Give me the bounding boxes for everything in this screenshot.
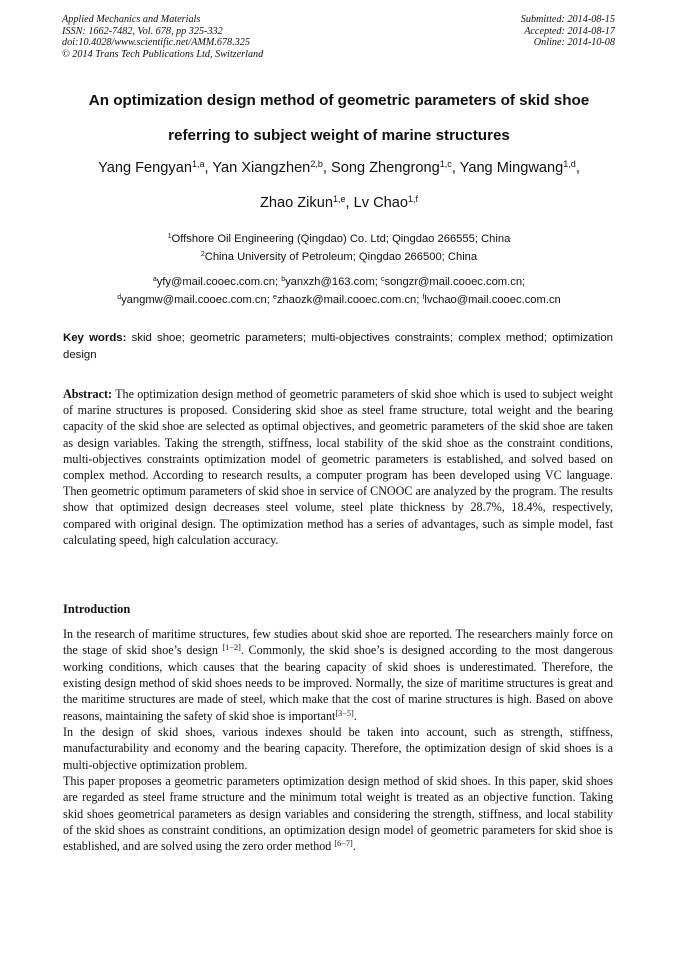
paragraph [63,773,613,855]
abstract-label: Abstract: [63,387,113,401]
email-link[interactable]: lvchao@mail.cooec.com.cn [424,294,561,306]
paragraph-text: . Commonly, the skid shoe’s is designed according to the most dangerous working conditions, which causes that the bearing capacity of skid shoes is underestimated. Therefore, the existing design method of skid shoes needs to be improved. Normally, the size of maritime structures is great and the maritime structures are made of steel, which make that the cost of marine structures is high. Based on above reasons, maintaining the safety of skid shoe is important [63,643,613,723]
section-heading-introduction: Introduction [63,602,131,616]
keywords-text: skid shoe; geometric parameters; multi-objectives constraints; complex method; optimization design [63,332,613,361]
email-mark: b [281,276,286,284]
paper-title-line-1: An optimization design method of geometric parameters of skid shoe [88,92,590,109]
keywords-label: Key words: [63,332,127,344]
paragraph-text: . [352,839,356,854]
citation[interactable]: [3−5] [335,708,354,718]
email-link[interactable]: yanxzh@163.com; [285,276,378,288]
affiliation-text: China University of Petroleum; Qingdao 266500; China [204,251,478,263]
author-affiliation-mark: 1,c [439,159,452,170]
paper-title-line-2: referring to subject weight of marine structures [168,127,510,144]
affiliation-mark: 1 [167,233,172,241]
author-list-line-1 [30,160,648,176]
journal-issn: ISSN: 1662-7482, Vol. 678, pp 325-332 [62,25,223,37]
author-separator: , [451,160,460,176]
email-mark: e [272,294,277,302]
author-name: Song Zhengrong [331,160,440,176]
email-link[interactable]: zhaozk@mail.cooec.com.cn; [276,294,420,306]
author-affiliation-mark: 2,b [310,159,323,170]
author-separator: , [204,160,213,176]
email-link[interactable]: yfy@mail.cooec.com.cn; [156,276,279,288]
author-name: Yan Xiangzhen [212,160,311,176]
author-affiliation-mark: 1,e [332,194,346,205]
email-link[interactable]: yangmw@mail.cooec.com.cn; [121,294,270,306]
author-separator: , [345,195,354,211]
email-list-line-1 [30,276,648,288]
paragraph [63,626,613,724]
date-online: Online: 2014-10-08 [533,37,615,49]
email-mark: d [117,294,122,302]
paragraph-text: In the research of maritime structures, few studies about skid shoe are reported. The researchers mainly force on the stage of skid shoe’s design [63,627,613,658]
author-name: Yang Fengyan [98,160,192,176]
citation[interactable]: [6−7] [334,839,353,849]
author-name: Yang Mingwang [459,160,564,176]
journal-doi: doi:10.4028/www.scientific.net/AMM.678.325 [62,37,250,49]
abstract [63,386,613,548]
email-mark: a [152,276,157,284]
keywords [63,330,613,364]
affiliation-text: Offshore Oil Engineering (Qingdao) Co. Ltd; Qingdao 266555; China [171,233,511,245]
author-name: Lv Chao [353,195,408,211]
journal-info [62,14,263,60]
affiliation-1 [30,233,648,245]
paragraph: In the design of skid shoes, various indexes should be taken into account, such as strength, stiffness, manufacturability and economy and the bearing capacity. Therefore, the optimization design of skid shoes is a multi-objective optimization problem. [63,725,613,772]
publication-dates [521,14,615,49]
abstract-text: The optimization design method of geometric parameters of skid shoe which is used to subject weight of marine structures is proposed. Considering skid shoe as steel frame structure, total weight and the bearing capacity of the skid shoe are selected as optimal objectives, and geometric parameters of the skid shoe are taken as design variables. Taking the strength, stiffness, local stability of the skid shoe as the constraint conditions, multi-objectives constraints optimization model of geometric parameters is established, and solved based on complex method. According to research results, a computer program has been developed using VC language. Then geometric optimum parameters of skid shoe in service of CNOOC are analyzed by the program. The results show that optimized design decreases steel volume, steel plate thickness by 28.7%, 18.4%, respectively, compared with original design. The optimization method has a series of advantages, such as simple model, fast calculating speed, high calculation accuracy. [63,387,613,547]
email-mark: f [422,294,425,302]
email-list-line-2 [30,294,648,306]
journal-copyright: © 2014 Trans Tech Publications Ltd, Switzerland [62,48,264,60]
author-affiliation-mark: 1,a [191,159,205,170]
affiliation-2 [30,251,648,263]
citation[interactable]: [1−2] [222,643,241,653]
paragraph-text: This paper proposes a geometric parameters optimization design method of skid shoes. In this paper, skid shoes are regarded as steel frame structure and the minimum total weight is treated as an objective function. Taking skid shoes geometrical parameters as design variables and considering the strength, stiffness, and local stability of the skid shoes as constraint conditions, an optimization design model of geometric parameters for skid shoe is established, and are solved using the zero order method [63,774,613,854]
journal-name: Applied Mechanics and Materials [62,14,201,25]
email-link[interactable]: songzr@mail.cooec.com.cn; [384,276,526,288]
author-separator: , [322,160,331,176]
author-list-line-2 [30,195,648,211]
author-affiliation-mark: 1,f [408,194,419,205]
paragraph-text: . [353,708,357,723]
author-separator: , [575,160,580,176]
email-mark: c [381,276,385,284]
date-submitted: Submitted: 2014-08-15 [520,14,615,25]
introduction-body [63,626,613,855]
affiliation-mark: 2 [200,251,205,259]
date-accepted: Accepted: 2014-08-17 [524,25,615,37]
author-name: Zhao Zikun [259,195,333,211]
author-affiliation-mark: 1,d [563,159,576,170]
